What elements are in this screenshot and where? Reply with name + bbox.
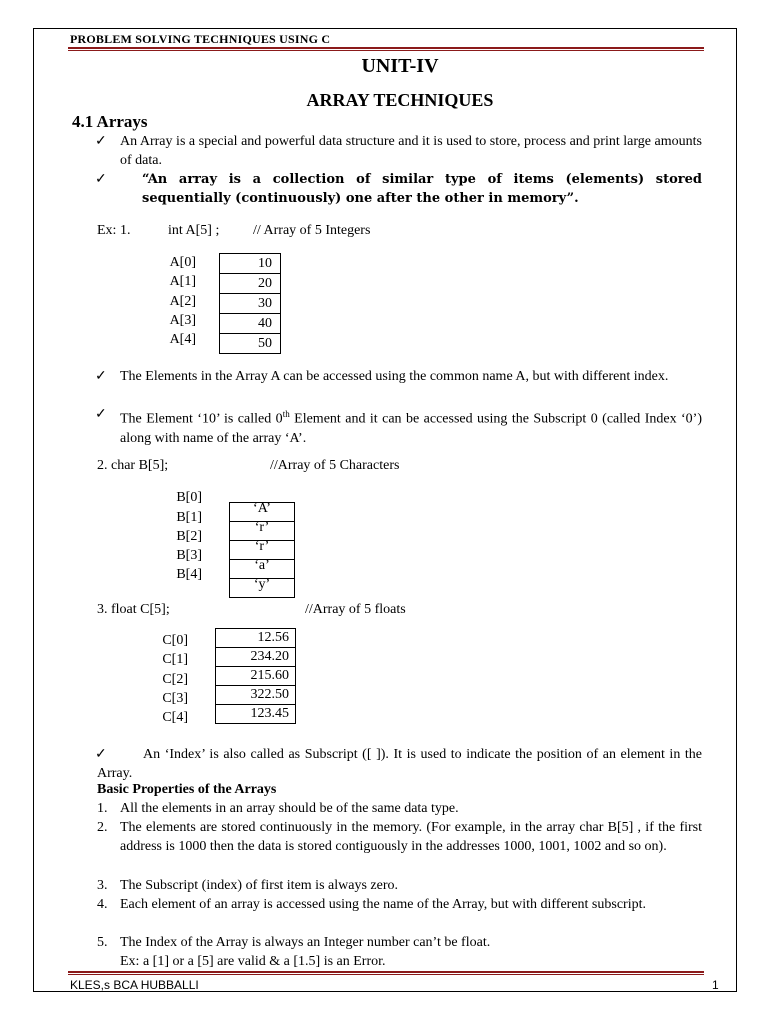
array-b-label: B[2] xyxy=(176,529,202,544)
array-c-label: C[3] xyxy=(162,691,188,706)
table-row xyxy=(216,667,296,686)
array-a-table xyxy=(219,253,281,354)
bullet-zeroth-element xyxy=(120,405,702,448)
table-row xyxy=(230,541,295,560)
property-number: 3. xyxy=(97,878,108,893)
table-row xyxy=(230,503,295,522)
check-icon: ✓ xyxy=(95,369,107,384)
section-heading: 4.1 Arrays xyxy=(72,112,148,131)
array-c-label: C[0] xyxy=(162,633,188,648)
header-rule-thin xyxy=(68,50,704,51)
array-a-cell: 40 xyxy=(220,314,281,334)
array-a-label: A[2] xyxy=(169,294,196,309)
array-c-cell: 123.45 xyxy=(216,705,296,724)
index-note: An ‘Index’ is also called as Subscript ([ ]). It is used to indicate the position of an element in the Array. xyxy=(97,747,702,781)
property-item: The elements are stored continuously in the memory. (For example, in the array char B[5] , if the first address is 1000 then the data is stored contiguously in the addresses 1000, 1001, 1002 and so on). xyxy=(120,820,702,854)
example2-comment: //Array of 5 Characters xyxy=(270,458,400,473)
table-row xyxy=(216,648,296,667)
check-icon: ✓ xyxy=(95,134,107,149)
check-icon: ✓ xyxy=(95,407,107,422)
array-b-cell: ‘r’ xyxy=(230,541,295,560)
bullet-access-elements: The Elements in the Array A can be accessed using the common name A, but with different index. xyxy=(120,369,669,384)
array-c-cell: 12.56 xyxy=(216,629,296,648)
example1-prefix: Ex: 1. xyxy=(97,223,131,238)
example1-comment: // Array of 5 Integers xyxy=(253,223,371,238)
array-b-cell: ‘a’ xyxy=(230,560,295,579)
array-c-label: C[1] xyxy=(162,652,188,667)
table-row xyxy=(216,629,296,648)
footer-rule xyxy=(68,971,704,973)
array-a-cell: 50 xyxy=(220,334,281,354)
chapter-title: ARRAY TECHNIQUES xyxy=(306,90,494,110)
table-row xyxy=(230,560,295,579)
array-b-cell: ‘A’ xyxy=(230,503,295,522)
array-a-label: A[0] xyxy=(169,255,196,270)
table-row xyxy=(220,274,281,294)
table-row xyxy=(230,522,295,541)
bullet-array-quote: “An array is a collection of similar type of items (elements) stored sequentially (continuously) one after the other in memory”. xyxy=(142,172,702,206)
array-a-cell: 30 xyxy=(220,294,281,314)
array-b-label: B[1] xyxy=(176,510,202,525)
property-item: All the elements in an array should be of the same data type. xyxy=(120,801,459,816)
example3-comment: //Array of 5 floats xyxy=(305,602,406,617)
page-number: 1 xyxy=(712,978,719,992)
bullet-zeroth-pre: The Element ‘10’ is called 0 xyxy=(120,411,283,427)
bullet-zeroth-post: Element and it can be accessed using the Subscript 0 (called Index ‘0’) along with name of the array ‘A’. xyxy=(120,411,702,446)
array-b-label: B[4] xyxy=(176,567,202,582)
array-a-label: A[1] xyxy=(169,274,196,289)
array-a-label: A[3] xyxy=(169,313,196,328)
array-a-label: A[4] xyxy=(169,332,196,347)
array-c-label: C[2] xyxy=(162,672,188,687)
array-b-label: B[0] xyxy=(176,490,202,505)
table-row xyxy=(216,686,296,705)
array-b-table xyxy=(229,502,295,598)
array-b-cell: ‘r’ xyxy=(230,522,295,541)
check-icon: ✓ xyxy=(95,747,107,762)
example1-declaration: int A[5] ; xyxy=(168,223,220,238)
property-number: 1. xyxy=(97,801,108,816)
bullet-zeroth-sup: th xyxy=(282,409,290,419)
table-row xyxy=(220,334,281,354)
array-c-table xyxy=(215,628,296,724)
array-c-cell: 234.20 xyxy=(216,648,296,667)
property-example: Ex: a [1] or a [5] are valid & a [1.5] is an Error. xyxy=(120,954,386,969)
properties-heading: Basic Properties of the Arrays xyxy=(97,782,277,797)
property-item: The Index of the Array is always an Integer number can’t be float. xyxy=(120,935,491,950)
table-row xyxy=(220,254,281,274)
array-c-label: C[4] xyxy=(162,710,188,725)
bullet-array-definition: An Array is a special and powerful data structure and it is used to store, process and print large amounts of data. xyxy=(120,134,702,168)
array-c-cell: 322.50 xyxy=(216,686,296,705)
example3-declaration: 3. float C[5]; xyxy=(97,602,170,617)
footer-institution: KLES,s BCA HUBBALLI xyxy=(70,978,199,992)
header-course-title: PROBLEM SOLVING TECHNIQUES USING C xyxy=(70,32,331,46)
example2-declaration: 2. char B[5]; xyxy=(97,458,169,473)
array-a-cell: 10 xyxy=(220,254,281,274)
footer-rule-thin xyxy=(68,974,704,975)
array-c-cell: 215.60 xyxy=(216,667,296,686)
property-item: The Subscript (index) of first item is always zero. xyxy=(120,878,398,893)
array-a-cell: 20 xyxy=(220,274,281,294)
check-icon: ✓ xyxy=(95,172,107,187)
property-number: 2. xyxy=(97,820,108,835)
array-b-label: B[3] xyxy=(176,548,202,563)
property-number: 5. xyxy=(97,935,108,950)
table-row xyxy=(216,705,296,724)
header-rule xyxy=(68,47,704,49)
table-row xyxy=(220,294,281,314)
unit-title: UNIT-IV xyxy=(361,55,439,77)
property-item: Each element of an array is accessed using the name of the Array, but with different subscript. xyxy=(120,897,646,912)
table-row xyxy=(230,579,295,598)
property-number: 4. xyxy=(97,897,108,912)
table-row xyxy=(220,314,281,334)
array-b-cell: ‘y’ xyxy=(230,579,295,598)
